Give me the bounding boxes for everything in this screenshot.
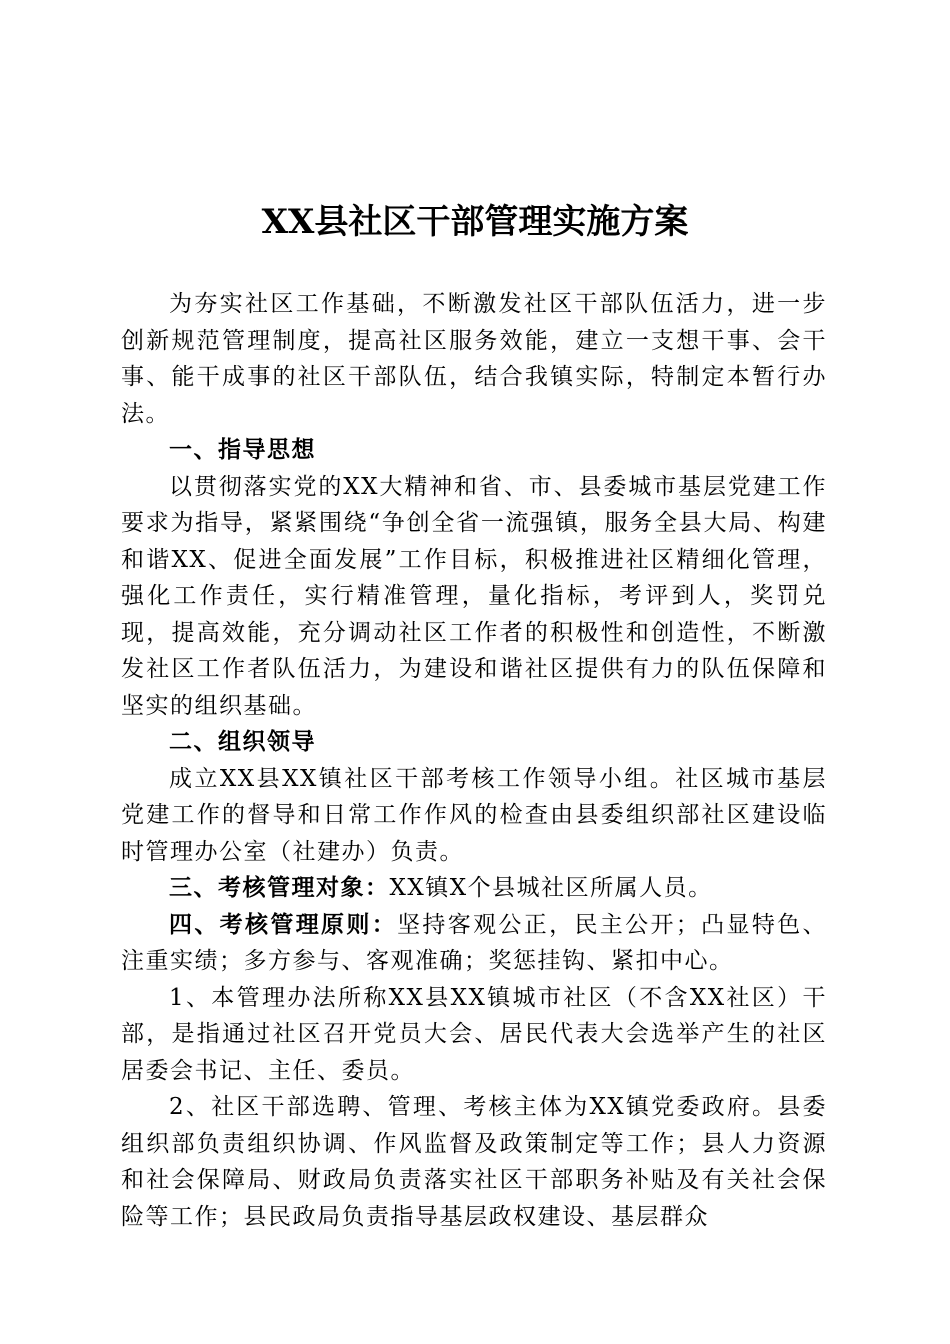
section-lead: 四、考核管理原则： <box>169 911 398 938</box>
paragraph-text: 坚持客观公正，民主公开；凸显特色、注重实绩；多方参与、客观准确；奖惩挂钩、紧扣中心。 <box>121 911 828 974</box>
section-heading-guiding-ideology: 一、指导思想 <box>169 437 316 463</box>
guiding-ideology-paragraph <box>121 469 827 725</box>
item-1-paragraph <box>121 980 827 1090</box>
document-title: XX县社区干部管理实施方案 <box>261 202 689 242</box>
assessment-target-paragraph <box>121 870 827 907</box>
paragraph-text: 以贯彻落实党的XX大精神和省、市、县委城市基层党建工作要求为指导，紧紧围绕“争创全省一流强镇，服务全县大局、构建和谐XX、促进全面发展”工作目标，积极推进社区精细化管理，强化工作责任，实行精准管理，量化指标，考评到人，奖罚兑现，提高效能，充分调动社区工作者的积极性和创造性，不断激发社区工作者队伍活力，为建设和谐社区提供有力的队伍保障和坚实的组织基础。 <box>121 473 827 719</box>
paragraph-text: 为夯实社区工作基础，不断激发社区干部队伍活力，进一步创新规范管理制度，提高社区服务效能，建立一支想干事、会干事、能干成事的社区干部队伍，结合我镇实际，特制定本暂行办法。 <box>121 291 827 427</box>
organization-paragraph <box>121 761 827 871</box>
paragraph-text: 成立XX县XX镇社区干部考核工作领导小组。社区城市基层党建工作的督导和日常工作作风的检查由县委组织部社区建设临时管理办公室（社建办）负责。 <box>121 765 827 865</box>
assessment-principle-paragraph <box>121 907 827 980</box>
document-body <box>121 286 827 1235</box>
intro-paragraph <box>121 286 827 432</box>
paragraph-text: XX镇X个县城社区所属人员。 <box>389 875 713 901</box>
item-2-paragraph <box>121 1089 827 1235</box>
paragraph-text: 1、本管理办法所称XX县XX镇城市社区（不含XX社区）干部，是指通过社区召开党员大会、居民代表大会选举产生的社区居委会书记、主任、委员。 <box>121 984 827 1084</box>
section-lead: 三、考核管理对象： <box>169 875 390 901</box>
paragraph-text: 2、社区干部选聘、管理、考核主体为XX镇党委政府。县委组织部负责组织协调、作风监督及政策制定等工作；县人力资源和社会保障局、财政局负责落实社区干部职务补贴及有关社会保险等工作；县民政局负责指导基层政权建设、基层群众 <box>121 1094 827 1230</box>
section-heading-organization: 二、组织领导 <box>169 729 316 755</box>
